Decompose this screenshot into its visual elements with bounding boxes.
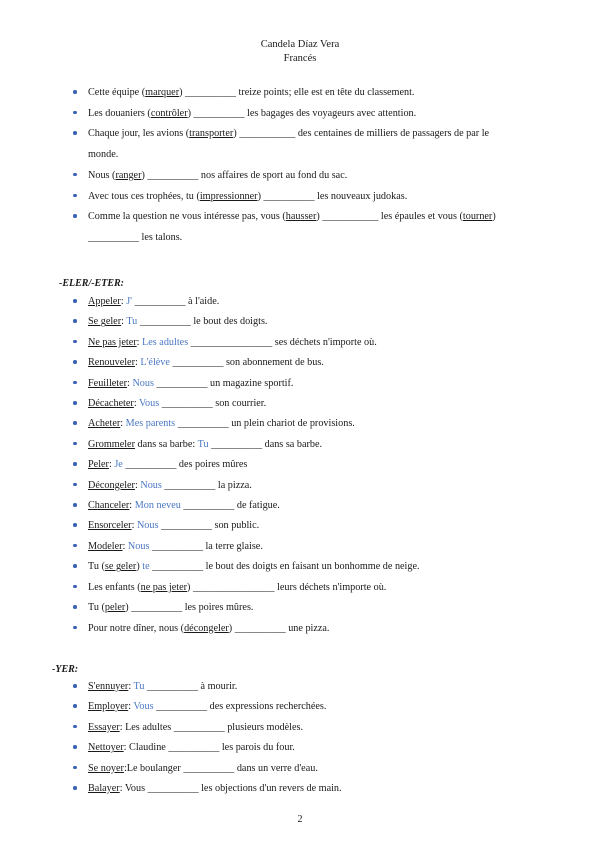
sentence-start: Nous ( [88,169,116,181]
sentence-end: ) ________________ leurs déchets n'importe où. [187,581,387,593]
sentence-rest: __________ des poires mûres [122,459,248,471]
list-item [73,557,420,577]
verb-infinitive: Essayer [88,721,120,733]
sentence-rest: __________ la terre glaise. [149,540,263,552]
colon: : [134,357,141,369]
verb-infinitive: Chanceler [88,500,130,512]
verb-infinitive: Se geler [88,316,122,328]
verb-infinitive: Se noyer [88,762,124,774]
sentence-end: ) __________ une pizza. [228,622,330,634]
colon: : [108,459,115,471]
verb-infinitive: peler [104,602,126,614]
list-item [73,353,420,373]
verb-infinitive: impressionner [199,190,258,202]
list-item [73,435,420,455]
sentence-text: :Le boulanger __________ dans un verre d'eau. [123,762,318,774]
sentence-text: dans sa barbe: [134,438,198,450]
colon: : [128,701,134,713]
list-item [73,292,420,312]
answer-subject: Vous [139,398,160,410]
sentence-rest: __________ son abonnement de bus. [169,357,324,369]
colon: : [136,336,143,348]
sentence-rest: __________ son courrier. [159,398,267,410]
list-item [73,677,342,697]
verb-infinitive: Employer [88,701,129,713]
list-item [73,455,420,475]
colon: : [128,681,134,692]
sentence-rest: __________ un magazine sportif. [153,377,294,389]
answer-subject: Vous [133,701,154,713]
sentence-end: ) __________ les bagages des voyageurs avec attention. [187,107,417,119]
colon: : [121,316,127,328]
answer-subject: Nous [136,520,159,532]
sentence-end: ) __________ treize points; elle est en tête du classement. [179,87,415,98]
answer-subject: J' [126,296,133,307]
sentence-start: Les enfants ( [88,581,141,593]
sentence-rest: __________ à l'aide. [132,296,220,307]
colon: : [127,377,133,389]
page-number: 2 [297,814,303,825]
colon: : [129,500,135,512]
list-item [73,374,420,394]
sentence-start: Avec tous ces trophées, tu ( [88,190,200,202]
continuation-text: __________ les talons. [88,231,183,243]
list-item [73,166,496,187]
list-item [73,187,496,208]
list-item [73,598,420,618]
colon: : [120,418,126,430]
verb-infinitive: Nettoyer [88,742,124,754]
sentence-text: : Claudine __________ les parois du four. [123,742,295,754]
answer-subject: Tu [197,438,209,450]
sentence-end: ) __________ les nouveaux judokas. [257,190,408,202]
sentence-rest: __________ de fatigue. [180,500,280,512]
list-item [73,145,496,166]
exercise-list-3 [73,677,342,799]
verb-infinitive: Appeler [88,296,121,307]
list-item [73,697,342,717]
answer-subject: te [142,561,150,573]
verb-infinitive: Grommeler [88,438,135,450]
verb-infinitive: marquer [145,87,180,98]
list-item [73,718,342,738]
verb-infinitive: Feuilleter [88,377,128,389]
sentence-rest: __________ des expressions recherchées. [153,701,327,713]
sentence-rest: __________ un plein chariot de provisions. [175,418,355,430]
subject-title: Francés [283,53,317,64]
verb-infinitive: décongeler [184,622,229,634]
sentence-start: Tu ( [88,561,105,573]
continuation-text: monde. [88,149,119,161]
sentence-middle: ) ___________ les épaules et vous ( [316,211,463,223]
colon: : [122,540,128,552]
list-item [73,496,420,516]
exercise-list-1 [73,83,496,249]
author-name: Candela Díaz Vera [260,39,340,50]
answer-subject: Tu [133,681,145,692]
sentence-rest: __________ le bout des doigts en faisant un bonhomme de neige. [149,561,420,573]
sentence-text: : Les adultes __________ plusieurs modèles. [119,721,304,733]
answer-subject: Nous [127,540,150,552]
verb-infinitive: contrôler [150,107,188,119]
exercise-list-2 [73,292,420,639]
list-item [73,516,420,536]
sentence-end: ) [136,561,143,573]
answer-subject: Nous [140,479,162,491]
colon: : [120,296,127,307]
sentence-end: ) __________ les poires mûres. [125,602,254,614]
colon: : [134,479,141,491]
answer-subject: Mes parents [125,418,176,430]
verb-infinitive: Ne pas jeter [88,336,137,348]
answer-subject: Tu [126,316,138,328]
list-item [73,124,496,145]
sentence-rest: __________ le bout des doigts. [137,316,268,328]
verb-infinitive: Modeler [88,540,123,552]
list-item [73,333,420,353]
verb-infinitive: tourner [462,211,493,223]
list-item [73,83,496,104]
answer-subject: L'élève [140,357,170,369]
list-item [73,414,420,434]
sentence-start: Chaque jour, les avions ( [88,128,190,140]
verb-infinitive: Balayer [88,783,120,795]
verb-infinitive: hausser [285,211,317,223]
sentence-rest: __________ son public. [158,520,260,532]
list-item [73,207,496,228]
list-item [73,228,496,249]
sentence-rest: __________ à mourir. [144,681,238,692]
sentence-end: ) __________ nos affaires de sport au fond du sac. [141,169,348,181]
list-item [73,578,420,598]
answer-subject: Je [114,459,123,471]
colon: : [131,520,137,532]
sentence-start: Cette équipe ( [88,87,146,98]
sentence-start: Tu ( [88,602,105,614]
verb-infinitive: S'ennuyer [88,681,129,692]
answer-subject: Les adultes [142,336,189,348]
list-item [73,779,342,799]
sentence-start: Comme la question ne vous intéresse pas, vous ( [88,211,286,223]
list-item [73,104,496,125]
list-item [73,738,342,758]
list-item [73,759,342,779]
section-title-eler-eter: -ELER/-ETER: [59,278,125,289]
verb-infinitive: ranger [115,169,142,181]
verb-infinitive: transporter [189,128,234,140]
verb-infinitive: Renouveler [88,357,135,369]
sentence-start: Les douaniers ( [88,107,151,119]
sentence-rest: __________ dans sa barbe. [208,438,323,450]
answer-subject: Mon neveu [134,500,181,512]
verb-infinitive: Décacheter [88,398,134,410]
list-item [73,619,420,639]
list-item [73,312,420,332]
verb-infinitive: Ensorceler [88,520,132,532]
section-title-yer: -YER: [52,664,79,675]
sentence-end: ) [492,211,496,223]
answer-subject: Nous [132,377,154,389]
colon: : [133,398,140,410]
verb-infinitive: ne pas jeter [140,581,188,593]
sentence-rest: ________________ ses déchets n'importe où. [188,336,377,348]
verb-infinitive: Peler [88,459,109,471]
sentence-rest: __________ la pizza. [161,479,252,491]
sentence-start: Pour notre dîner, nous ( [88,622,185,634]
sentence-text: : Vous __________ les objections d'un revers de main. [119,783,342,795]
verb-infinitive: Acheter [88,418,121,430]
list-item [73,394,420,414]
sentence-end: ) ___________ des centaines de milliers de passagers de par le [233,128,490,140]
verb-infinitive: Décongeler [88,479,135,491]
list-item [73,476,420,496]
list-item [73,537,420,557]
verb-infinitive: se geler [104,561,137,573]
